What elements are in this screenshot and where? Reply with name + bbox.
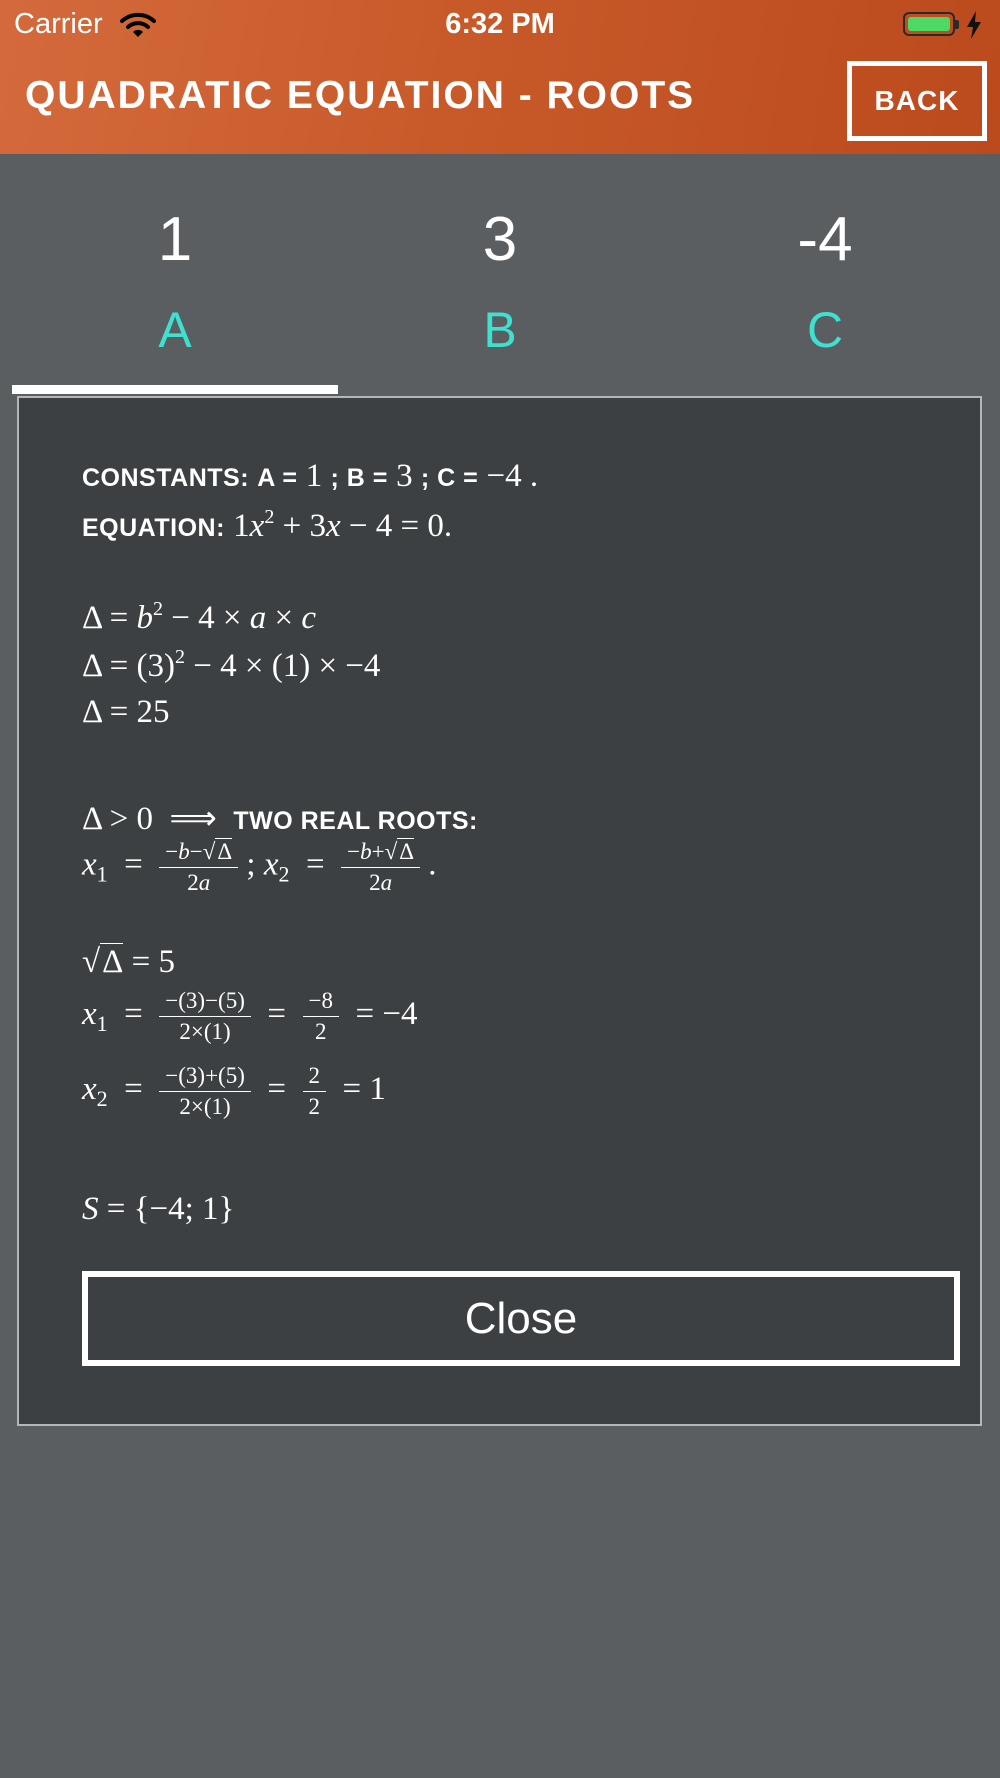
roots-general-formula: $x_1$ = $\frac{-b-√\Delta}{2a}$ ; $x_2$ = $\frac{-b+√\Delta}{2a}$ . — [82, 839, 437, 895]
coefficient-a-tab[interactable] — [10, 195, 340, 395]
solution-panel — [17, 396, 982, 1426]
coefficient-c-tab[interactable] — [660, 195, 990, 395]
clock: 6:32 PM — [445, 8, 555, 40]
page-title: QUADRATIC EQUATION - ROOTS — [25, 74, 696, 117]
coefficient-b-label: B — [483, 302, 517, 358]
coefficient-a-label: A — [158, 302, 192, 358]
bolt-icon — [964, 10, 984, 40]
back-button[interactable]: BACK — [847, 61, 987, 141]
status-bar — [0, 0, 1000, 50]
constants-line: CONSTANTS: A = 1 ; B = 3 ; C = −4 . — [82, 458, 539, 494]
navigation-header — [0, 0, 1000, 154]
equation-line: EQUATION: $1x^2 + 3x - 4 = 0$. — [82, 506, 453, 544]
coefficient-a-value: 1 — [157, 205, 193, 274]
coefficient-b-value: 3 — [482, 205, 518, 274]
sqrt-delta-line: √Δ = 5 — [82, 944, 175, 980]
carrier-label: Carrier — [14, 8, 103, 40]
close-button[interactable]: Close — [82, 1271, 960, 1366]
coefficient-b-tab[interactable] — [335, 195, 665, 395]
delta-substitution: $\Delta = (3)^2 - 4 \times (1) \times -4$ — [82, 646, 381, 684]
coefficient-c-value: -4 — [797, 205, 853, 274]
solution-set: S = {−4; 1} — [82, 1191, 235, 1227]
x2-calculation: $x_2$ = $\frac{-(3)+(5)}{2\times(1)}$ = $\frac{2}{2}$ = 1 — [82, 1063, 386, 1119]
selected-tab-indicator — [12, 385, 338, 394]
delta-result: Δ = 25 — [82, 694, 170, 730]
roots-condition: Δ > 0 ⟹ TWO REAL ROOTS: — [82, 801, 478, 837]
coefficient-c-label: C — [806, 302, 844, 358]
delta-formula: $\Delta = b^2 - 4 \times a \times c$ — [82, 598, 317, 636]
x1-calculation: $x_1$ = $\frac{-(3)-(5)}{2\times(1)}$ = $\frac{-8}{2}$ = −4 — [82, 988, 418, 1044]
battery-icon — [903, 12, 955, 36]
